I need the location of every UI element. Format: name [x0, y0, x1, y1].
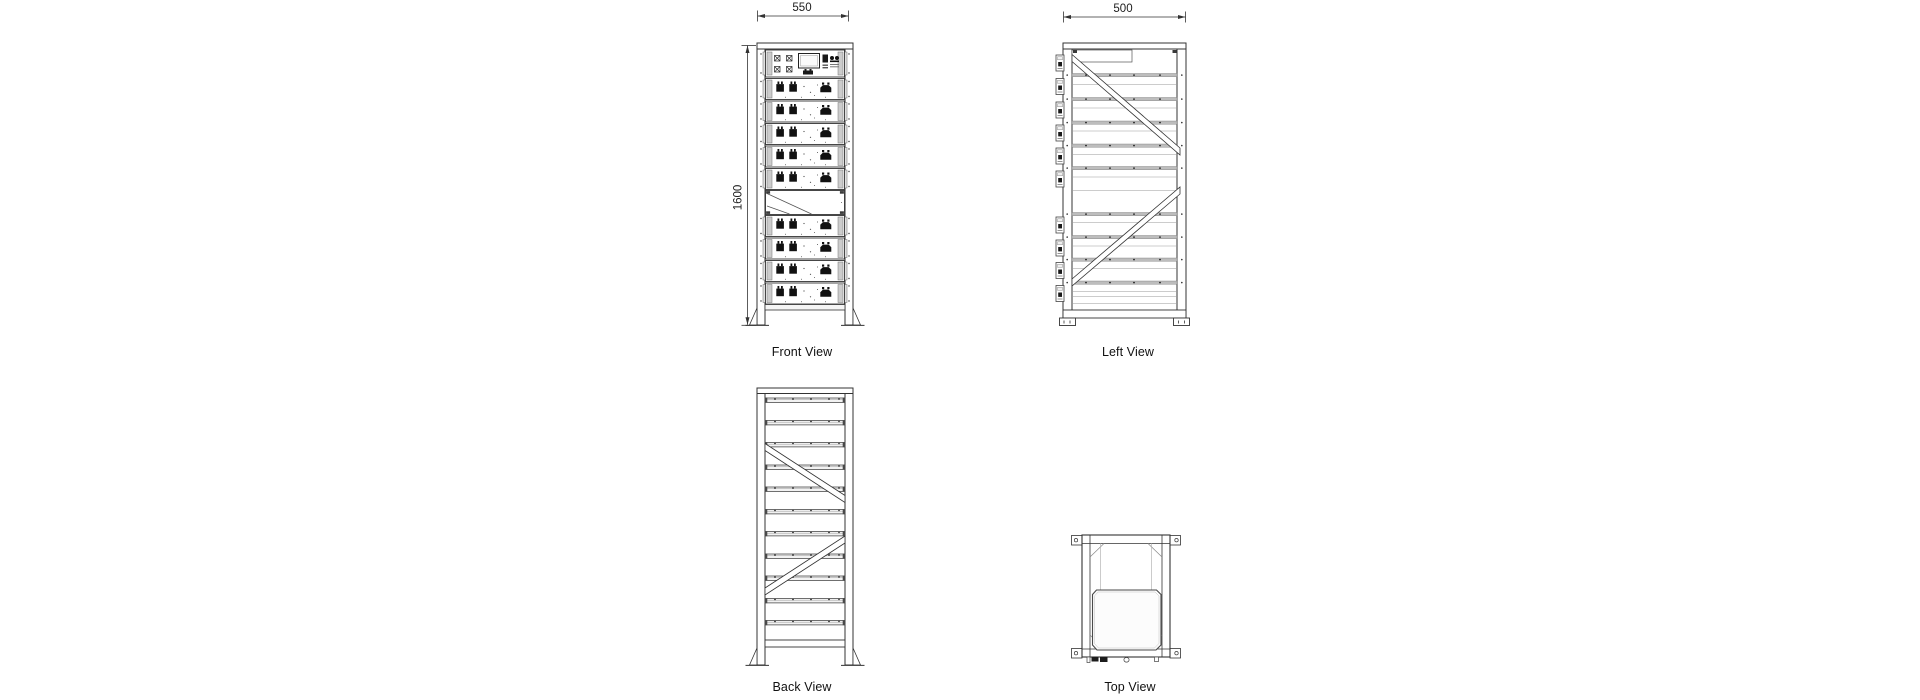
- top-view-caption: Top View: [1104, 679, 1156, 694]
- battery-module: [760, 101, 849, 122]
- battery-module: [760, 216, 849, 237]
- control-unit: [760, 50, 849, 77]
- module-handle-tab: [1056, 55, 1064, 71]
- battery-module: [760, 261, 849, 282]
- battery-module: [760, 146, 849, 167]
- back-view-drawing: [746, 388, 865, 665]
- back-view-caption: Back View: [772, 679, 832, 694]
- front-view-caption: Front View: [771, 344, 833, 359]
- dimension-front-height: 1600: [732, 184, 744, 210]
- top-view-drawing: [1072, 535, 1181, 663]
- battery-module: [760, 238, 849, 259]
- empty-slot: [766, 191, 845, 215]
- left-view-caption: Left View: [1101, 344, 1155, 359]
- module-top-panel: [1093, 590, 1162, 650]
- battery-module: [760, 283, 849, 304]
- dimension-left-width: 500: [1113, 2, 1133, 15]
- battery-module: [760, 124, 849, 145]
- battery-module: [760, 169, 849, 190]
- battery-module: [760, 79, 849, 100]
- left-view-drawing: [1056, 12, 1190, 326]
- front-view-drawing: [742, 11, 865, 326]
- dimension-front-width: 550: [792, 2, 812, 14]
